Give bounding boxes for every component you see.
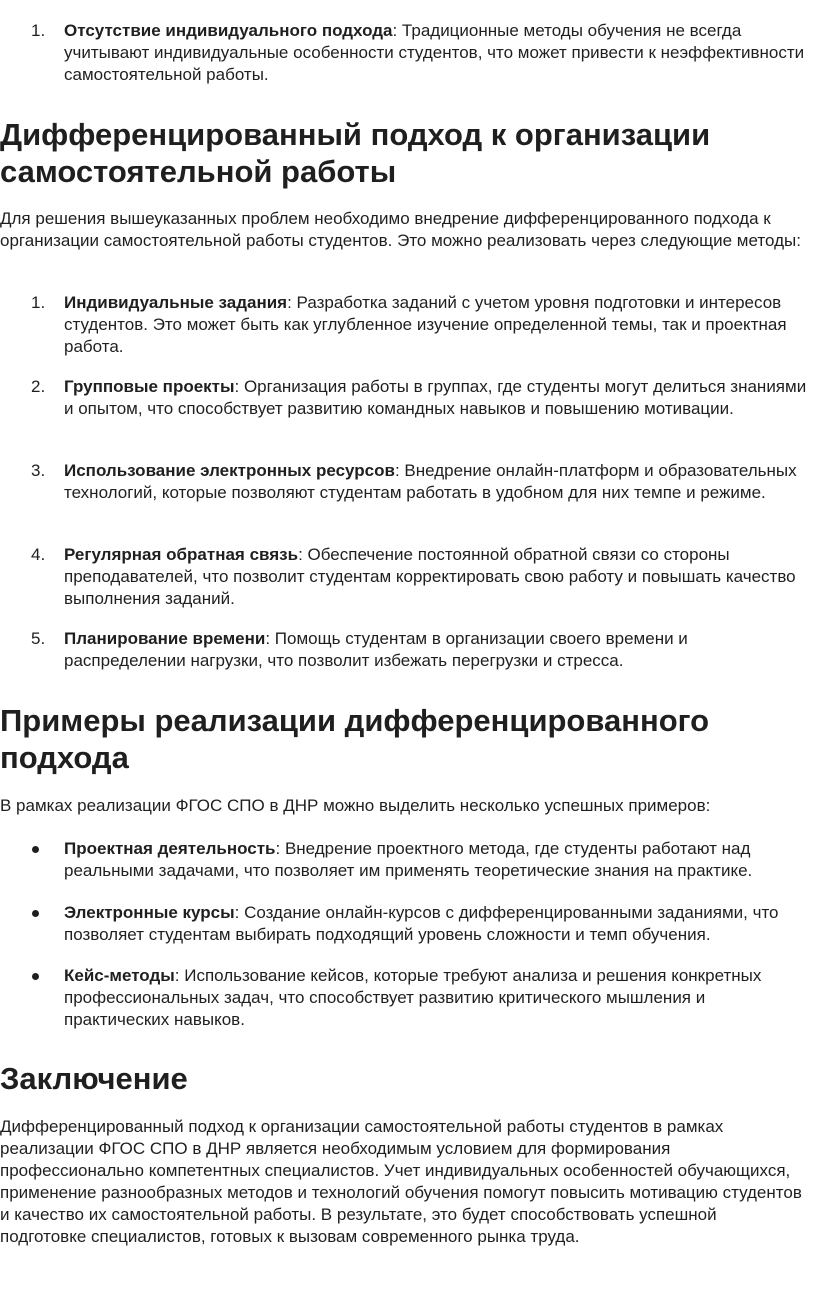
list-marker: 3. [31, 461, 46, 480]
list-marker: 2. [31, 377, 46, 396]
list-item-body: : Разработка заданий с учетом уровня подготовки и интересов студентов. Это может быть как углубленное изучение определенной темы, так и проектная работа. [64, 293, 787, 356]
list-item-text [64, 628, 812, 672]
list-marker: 5. [31, 629, 46, 648]
list-marker: 4. [31, 545, 46, 564]
list-item-text [64, 838, 812, 882]
bullet-icon [32, 846, 39, 853]
paragraph: Для решения вышеуказанных проблем необходимо внедрение дифференцированного подхода к организации самостоятельной работы студентов. Это можно реализовать через следующие методы: [0, 209, 801, 250]
bullet-icon [32, 973, 39, 980]
list-item-text [64, 460, 812, 504]
list-item-title: Использование электронных ресурсов [64, 461, 395, 480]
list-marker: 1. [31, 293, 46, 312]
list-item-text [64, 376, 812, 420]
list-item-body: : Обеспечение постоянной обратной связи со стороны преподавателей, что позволит студентам корректировать свою работу и повышать качество выполнения заданий. [64, 545, 796, 608]
list-item-body: : Внедрение проектного метода, где студенты работают над реальными задачами, что позволяет им применять теоретические знания на практике. [64, 839, 753, 880]
section-heading: Дифференцированный подход к организации самостоятельной работы [0, 117, 711, 189]
list-item-body: : Организация работы в группах, где студенты могут делиться знаниями и опытом, что способствует развитию командных навыков и повышению мотивации. [64, 377, 807, 418]
list-item-title: Электронные курсы [64, 903, 235, 922]
list-item-title: Регулярная обратная связь [64, 545, 299, 564]
paragraph: В рамках реализации ФГОС СПО в ДНР можно выделить несколько успешных примеров: [0, 796, 711, 815]
list-marker: 1. [31, 21, 46, 40]
paragraph: Дифференцированный подход к организации самостоятельной работы студентов в рамках реализации ФГОС СПО в ДНР является необходимым условием для формирования профессионально компетентных специалистов. Учет индивидуальных особенностей обучающихся, применение разнообразных методов и технологий обучения помогут повысить мотивацию студентов и качество их самостоятельной работы. В результате, это будет способствовать успешной подготовке специалистов, готовых к вызовам современного рынка труда. [0, 1117, 802, 1246]
list-item-body: : Помощь студентам в организации своего времени и распределении нагрузки, что позволит избежать перегрузки и стресса. [64, 629, 688, 670]
list-item-text [64, 20, 812, 86]
section-heading: Примеры реализации дифференцированного подхода [0, 703, 710, 775]
list-item-title: Планирование времени [64, 629, 266, 648]
section-heading: Заключение [0, 1061, 188, 1096]
list-item-body: : Использование кейсов, которые требуют анализа и решения конкретных профессиональных задач, что способствует развитию критического мышления и практических навыков. [64, 966, 762, 1029]
bullet-icon [32, 910, 39, 917]
list-item-text [64, 544, 812, 610]
list-item-title: Групповые проекты [64, 377, 235, 396]
list-item-text [64, 902, 812, 946]
list-item-title: Отсутствие индивидуального подхода [64, 21, 393, 40]
list-item-text [64, 965, 812, 1031]
list-item-body: : Создание онлайн-курсов с дифференцированными заданиями, что позволяет студентам выбирать подходящий уровень сложности и темп обучения. [64, 903, 779, 944]
list-item-title: Кейс-методы [64, 966, 175, 985]
list-item-body: : Внедрение онлайн-платформ и образовательных технологий, которые позволяют студентам работать в удобном для них темпе и режиме. [64, 461, 797, 502]
list-item-text [64, 292, 812, 358]
list-item-title: Индивидуальные задания [64, 293, 288, 312]
list-item-title: Проектная деятельность [64, 839, 276, 858]
list-item-body: : Традиционные методы обучения не всегда учитывают индивидуальные особенности студентов, что может привести к неэффективности самостоятельной работы. [64, 21, 805, 84]
